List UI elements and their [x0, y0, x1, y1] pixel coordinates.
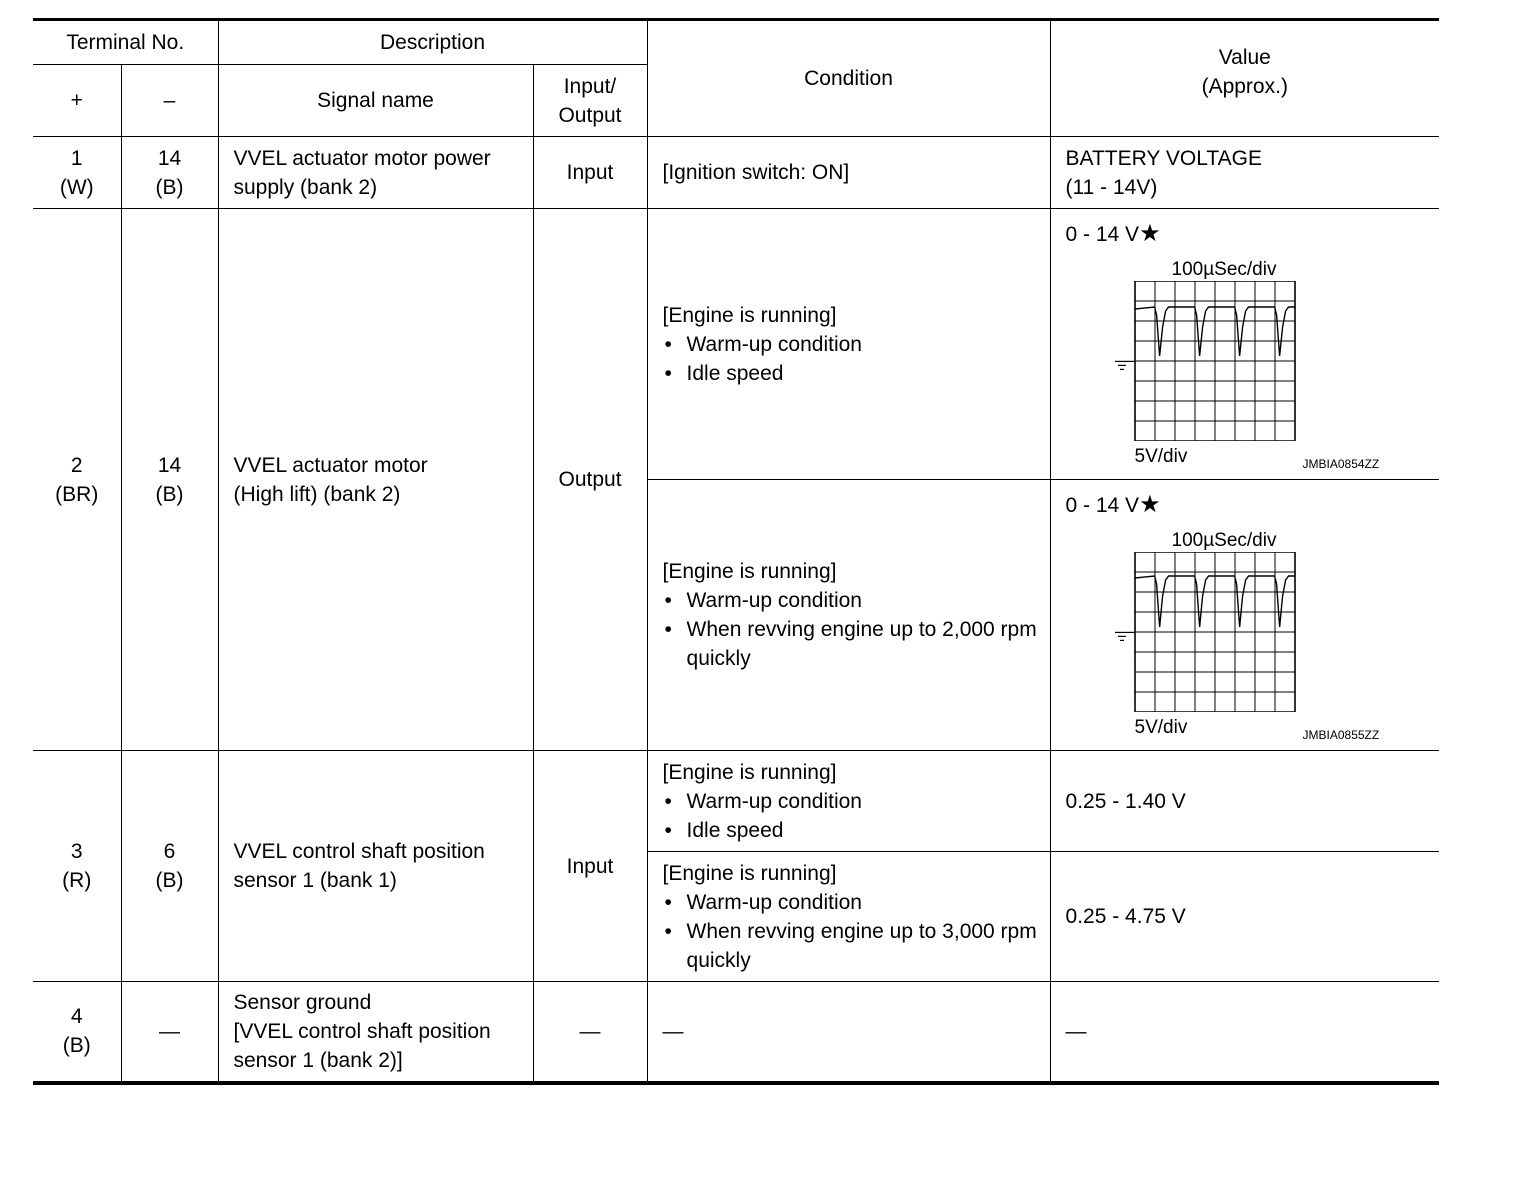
star-icon: ★ — [1139, 491, 1161, 518]
figure-code: JMBIA0855ZZ — [1302, 728, 1380, 742]
condition-title: [Engine is running] — [662, 560, 837, 583]
waveform-figure — [1051, 480, 1440, 750]
oscilloscope-waveform — [1113, 552, 1297, 712]
signal-name-text: (High lift) (bank 2) — [233, 482, 401, 506]
condition-item: • Warm-up condition — [663, 586, 1042, 615]
condition-item: • Warm-up condition — [663, 888, 1042, 917]
waveform-volt-scale: 5V/div — [1134, 446, 1188, 467]
wire-color: (B) — [155, 869, 184, 892]
terminal-number: 6 — [163, 840, 176, 863]
star-icon: ★ — [1139, 220, 1161, 247]
input-output: — — [533, 982, 647, 1083]
input-output: Input — [533, 751, 647, 982]
waveform-range-text: 0 - 14 V — [1065, 223, 1140, 246]
waveform-time-scale: 100µSec/div — [1171, 530, 1277, 551]
plus-terminal — [33, 209, 121, 751]
wire-color: (R) — [62, 869, 92, 892]
condition-item: • Idle speed — [663, 359, 1042, 388]
waveform-volt-scale: 5V/div — [1134, 717, 1188, 738]
value — [1050, 209, 1439, 480]
condition-list — [663, 787, 1042, 845]
wire-color: (B) — [155, 482, 184, 506]
condition-item: • Warm-up condition — [663, 787, 1042, 816]
terminal-no-header: Terminal No. — [33, 20, 218, 65]
minus-terminal — [121, 209, 218, 751]
signal-name: VVEL actuator motor power supply (bank 2) — [218, 137, 533, 209]
condition — [647, 751, 1050, 852]
terminal-number: 14 — [157, 146, 182, 170]
condition-item: • Idle speed — [663, 816, 1042, 845]
table-row — [33, 137, 1439, 209]
wire-color: (B) — [155, 175, 184, 199]
input-output-header-text: Input/ Output — [558, 74, 622, 127]
table-row — [33, 209, 1439, 480]
input-output: Output — [533, 209, 647, 751]
condition: — — [647, 982, 1050, 1083]
waveform-time-scale: 100µSec/div — [1171, 259, 1277, 280]
condition-title: [Engine is running] — [662, 303, 837, 327]
signal-name-text: VVEL actuator motor — [233, 453, 428, 477]
terminal-number: 1 — [70, 146, 83, 170]
minus-terminal — [121, 751, 218, 982]
value-header-text: Value (Approx.) — [1201, 45, 1288, 98]
plus-header: + — [33, 65, 121, 137]
plus-terminal — [33, 751, 121, 982]
condition-list — [663, 888, 1042, 975]
signal-name: VVEL control shaft position sensor 1 (bank 1) — [218, 751, 533, 982]
condition: [Ignition switch: ON] — [647, 137, 1050, 209]
condition-item: • Warm-up condition — [663, 330, 1042, 359]
terminal-spec-table — [33, 18, 1439, 1085]
waveform-range — [1066, 219, 1161, 249]
signal-name-header: Signal name — [218, 65, 533, 137]
table-row — [33, 982, 1439, 1083]
minus-terminal: — — [121, 982, 218, 1083]
plus-terminal — [33, 137, 121, 209]
terminal-number: 3 — [70, 840, 83, 863]
condition — [647, 209, 1050, 480]
waveform-figure — [1051, 209, 1440, 479]
value-header — [1050, 20, 1439, 137]
condition-header: Condition — [647, 20, 1050, 137]
minus-terminal — [121, 137, 218, 209]
value — [1050, 480, 1439, 751]
minus-header: – — [121, 65, 218, 137]
waveform-range-text: 0 - 14 V — [1065, 494, 1140, 517]
terminal-number: 14 — [157, 453, 182, 477]
wire-color: (BR) — [55, 482, 99, 506]
condition — [647, 480, 1050, 751]
input-output: Input — [533, 137, 647, 209]
condition-list — [663, 330, 1042, 388]
value: — — [1050, 982, 1439, 1083]
plus-terminal — [33, 982, 121, 1083]
table-row — [33, 751, 1439, 852]
condition-title: [Engine is running] — [662, 861, 837, 885]
signal-name — [218, 982, 533, 1083]
signal-name-text: Sensor ground — [233, 990, 372, 1014]
figure-code: JMBIA0854ZZ — [1302, 457, 1380, 471]
condition-item: • When revving engine up to 3,000 rpm quickly — [663, 917, 1042, 975]
signal-name — [218, 209, 533, 751]
wire-color: (B) — [62, 1034, 91, 1058]
oscilloscope-waveform — [1113, 281, 1297, 441]
terminal-number: 4 — [70, 1005, 83, 1029]
condition-title: [Engine is running] — [662, 760, 837, 784]
signal-name-text: [VVEL control shaft position sensor 1 (bank 2)] — [233, 1019, 491, 1072]
value-text: (11 - 14V) — [1065, 175, 1158, 199]
condition-list — [663, 586, 1042, 673]
value: 0.25 - 4.75 V — [1050, 852, 1439, 982]
input-output-header — [533, 65, 647, 137]
waveform-range — [1066, 490, 1161, 520]
condition-item: • When revving engine up to 2,000 rpm quickly — [663, 615, 1042, 673]
terminal-number: 2 — [70, 453, 83, 477]
value-text: BATTERY VOLTAGE — [1065, 146, 1262, 170]
value: 0.25 - 1.40 V — [1050, 751, 1439, 852]
condition — [647, 852, 1050, 982]
description-header: Description — [218, 20, 647, 65]
wire-color: (W) — [59, 175, 94, 199]
value — [1050, 137, 1439, 209]
